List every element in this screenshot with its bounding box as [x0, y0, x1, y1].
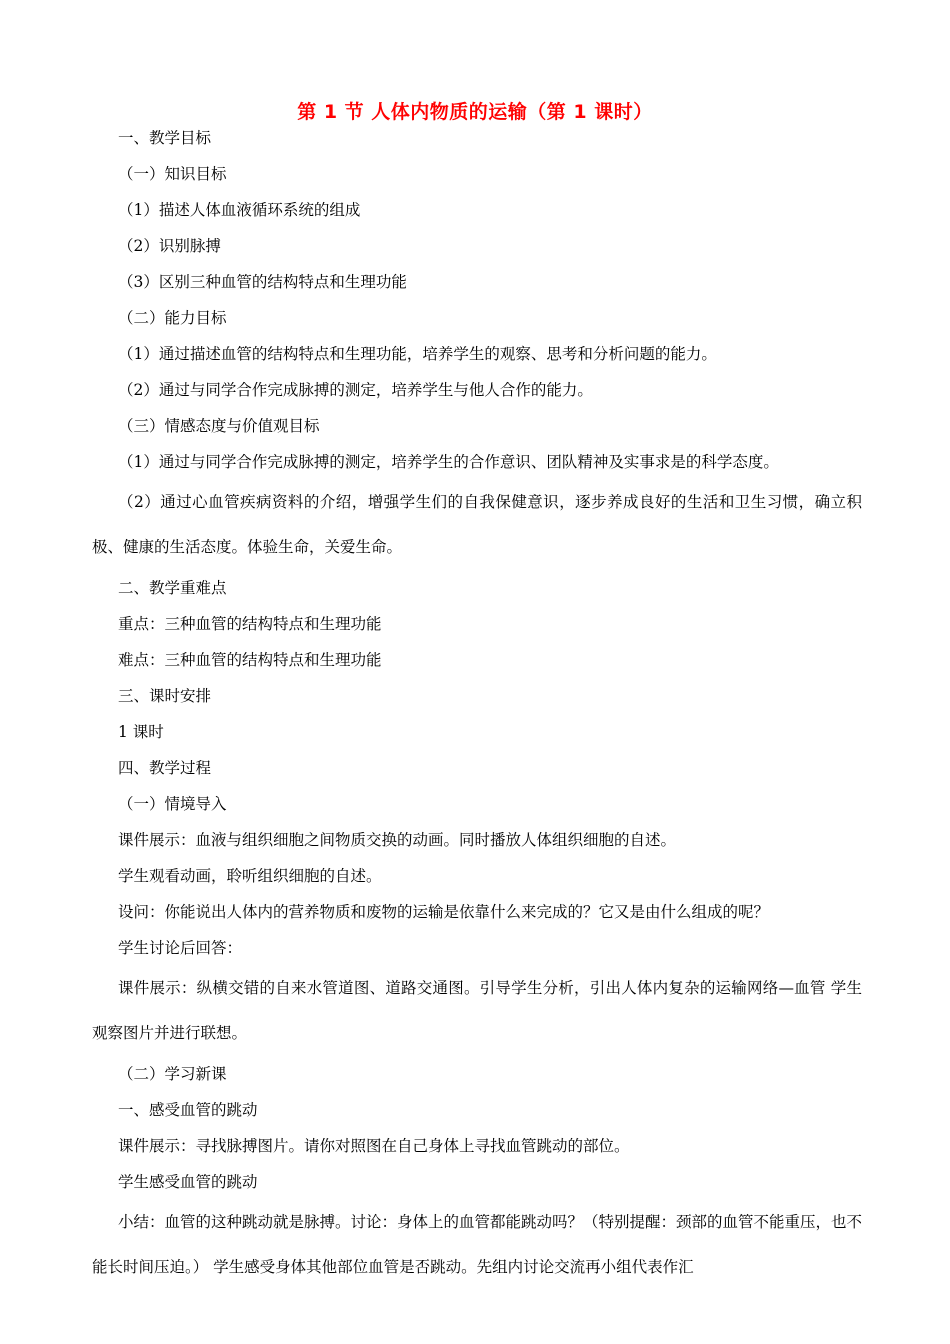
section-heading: 一、教学目标	[118, 129, 212, 147]
paragraph: 课件展示：纵横交错的自来水管道图、道路交通图。引导学生分析，引出人体内复杂的运输网络—血管 学生观察图片并进行联想。	[92, 979, 862, 1042]
paragraph: 学生观看动画，聆听组织细胞的自述。	[118, 867, 382, 885]
paragraph: （1）通过与同学合作完成脉搏的测定，培养学生的合作意识、团队精神及实事求是的科学态度。	[118, 453, 779, 471]
subsection-heading: （一）情境导入	[118, 795, 227, 813]
paragraph: 难点：三种血管的结构特点和生理功能	[118, 651, 382, 669]
document-title: 第 1 节 人体内物质的运输（第 1 课时）	[297, 101, 653, 123]
paragraph: （1）通过描述血管的结构特点和生理功能，培养学生的观察、思考和分析问题的能力。	[118, 345, 717, 363]
paragraph: 课件展示：寻找脉搏图片。请你对照图在自己身体上寻找血管跳动的部位。	[118, 1137, 630, 1155]
paragraph: 学生感受血管的跳动	[118, 1173, 258, 1191]
section-heading: 三、课时安排	[118, 687, 212, 705]
subsection-heading: （三）情感态度与价值观目标	[118, 417, 320, 435]
paragraph: 小结：血管的这种跳动就是脉搏。讨论：身体上的血管都能跳动吗？（特别提醒：颈部的血管不能重压，也不能长时间压迫。） 学生感受身体其他部位血管是否跳动。先组内讨论交流再小组代表作汇	[92, 1213, 863, 1276]
subsection-heading: （二）学习新课	[118, 1065, 227, 1083]
section-heading: 二、教学重难点	[118, 579, 227, 597]
section-heading: 四、教学过程	[118, 759, 212, 777]
section-heading: 一、感受血管的跳动	[118, 1101, 258, 1119]
paragraph: （1）描述人体血液循环系统的组成	[118, 201, 361, 219]
paragraph: （2）通过心血管疾病资料的介绍，增强学生们的自我保健意识，逐步养成良好的生活和卫生习惯，确立积极、健康的生活态度。体验生命，关爱生命。	[92, 493, 862, 556]
paragraph: 课件展示：血液与组织细胞之间物质交换的动画。同时播放人体组织细胞的自述。	[118, 831, 677, 849]
paragraph: 设问：你能说出人体内的营养物质和废物的运输是依靠什么来完成的？它又是由什么组成的呢？	[118, 903, 770, 921]
paragraph: 学生讨论后回答：	[118, 939, 243, 957]
paragraph: （3）区别三种血管的结构特点和生理功能	[118, 273, 407, 291]
paragraph: 1 课时	[118, 723, 164, 741]
paragraph: （2）通过与同学合作完成脉搏的测定，培养学生与他人合作的能力。	[118, 381, 593, 399]
subsection-heading: （一）知识目标	[118, 165, 227, 183]
paragraph: 重点：三种血管的结构特点和生理功能	[118, 615, 382, 633]
subsection-heading: （二）能力目标	[118, 309, 227, 327]
document-body	[92, 120, 862, 1290]
paragraph: （2）识别脉搏	[118, 237, 221, 255]
